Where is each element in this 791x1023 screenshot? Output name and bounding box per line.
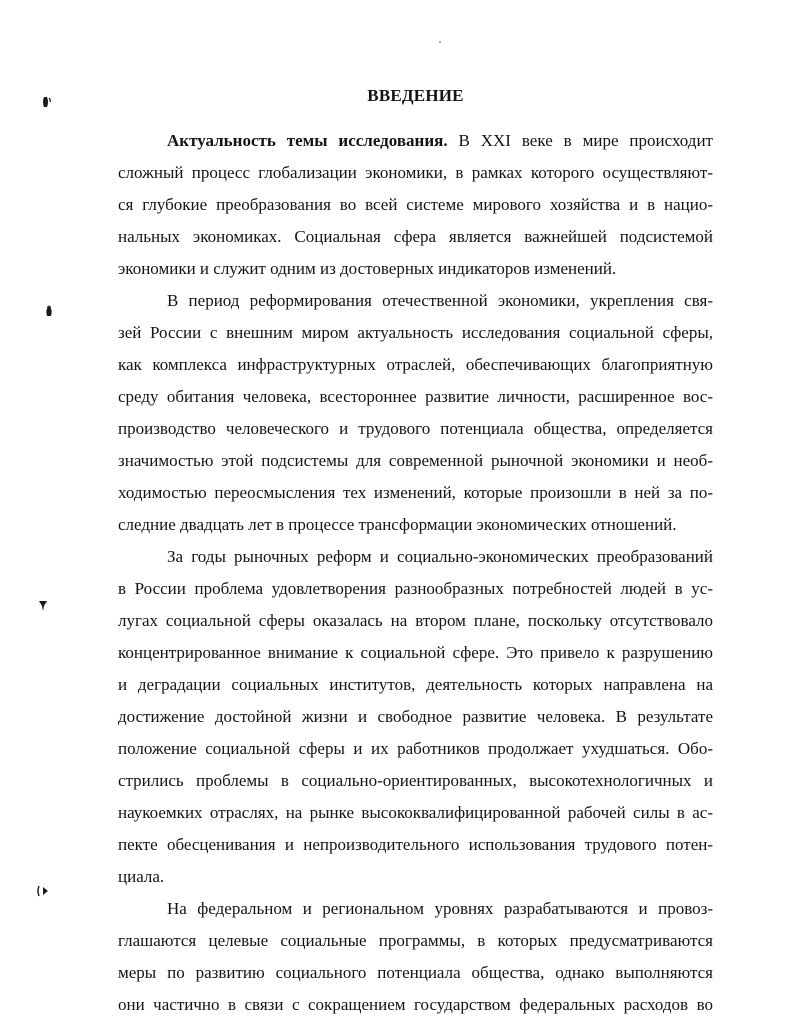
scan-speck	[439, 41, 441, 43]
paragraph-line: следние двадцать лет в процессе трансформации экономических отношений.	[118, 515, 677, 534]
paragraph-line: меры по развитию социального потенциала общества, однако выполняются	[118, 963, 713, 982]
paragraph-line: и деградации социальных институтов, деятельность которых направлена на	[118, 675, 713, 694]
paragraph-line: концентрированное внимание к социальной сфере. Это привело к разрушению	[118, 643, 713, 662]
paragraph-line: экономики и служит одним из достоверных индикаторов изменений.	[118, 259, 617, 278]
paragraph-line: в России проблема удовлетворения разнообразных потребностей людей в ус-	[118, 579, 713, 598]
paragraph-line: зей России с внешним миром актуальность исследования социальной сферы,	[118, 323, 713, 342]
lead-line-text: В XXI веке в мире происходит	[458, 131, 713, 150]
paragraph-line: глашаются целевые социальные программы, в которых предусматриваются	[118, 931, 713, 950]
margin-punch-mark	[37, 884, 49, 898]
margin-punch-mark	[43, 304, 55, 318]
paragraph-line: значимостью этой подсистемы для современной рыночной экономики и необ-	[118, 451, 713, 470]
lead-bold-phrase: Актуальность темы исследования.	[167, 131, 448, 150]
paragraph-line: пекте обесценивания и непроизводительного использования трудового потен-	[118, 835, 713, 854]
paragraph-line: ся глубокие преобразования во всей системе мирового хозяйства и в нацио-	[118, 195, 713, 214]
paragraph-line: На федеральном и региональном уровнях разрабатываются и провоз-	[167, 899, 713, 918]
paragraph-line: В период реформирования отечественной экономики, укрепления свя-	[167, 291, 713, 310]
paragraph-line: стрились проблемы в социально-ориентированных, высокотехнологичных и	[118, 771, 713, 790]
paragraph-line: они частично в связи с сокращением государством федеральных расходов во	[118, 995, 713, 1014]
paragraph-line: положение социальной сферы и их работников продолжает ухудшаться. Обо-	[118, 739, 713, 758]
paragraph-line: лугах социальной сферы оказалась на втором плане, поскольку отсутствовало	[118, 611, 713, 630]
paragraph-line: циала.	[118, 867, 165, 886]
paragraph-line: нальных экономиках. Социальная сфера является важнейшей подсистемой	[118, 227, 713, 246]
paragraph-line: как комплекса инфраструктурных отраслей, обеспечивающих благоприятную	[118, 355, 713, 374]
paragraph-line: среду обитания человека, всестороннее развитие личности, расширенное вос-	[118, 387, 713, 406]
paragraph-line: сложный процесс глобализации экономики, в рамках которого осуществляют-	[118, 163, 713, 182]
margin-punch-mark	[37, 598, 49, 612]
paragraph-line: ходимостью переосмысления тех изменений, которые произошли в ней за по-	[118, 483, 713, 502]
paragraph-line: производство человеческого и трудового потенциала общества, определяется	[118, 419, 713, 438]
paragraph-line: За годы рыночных реформ и социально-экономических преобразований	[167, 547, 713, 566]
page-title: ВВЕДЕНИЕ	[367, 86, 464, 105]
paragraph-line: достижение достойной жизни и свободное развитие человека. В результате	[118, 707, 713, 726]
paragraph-line	[167, 131, 713, 151]
paragraph-line: наукоемких отраслях, на рынке высококвалифицированной рабочей силы в ас-	[118, 803, 713, 822]
